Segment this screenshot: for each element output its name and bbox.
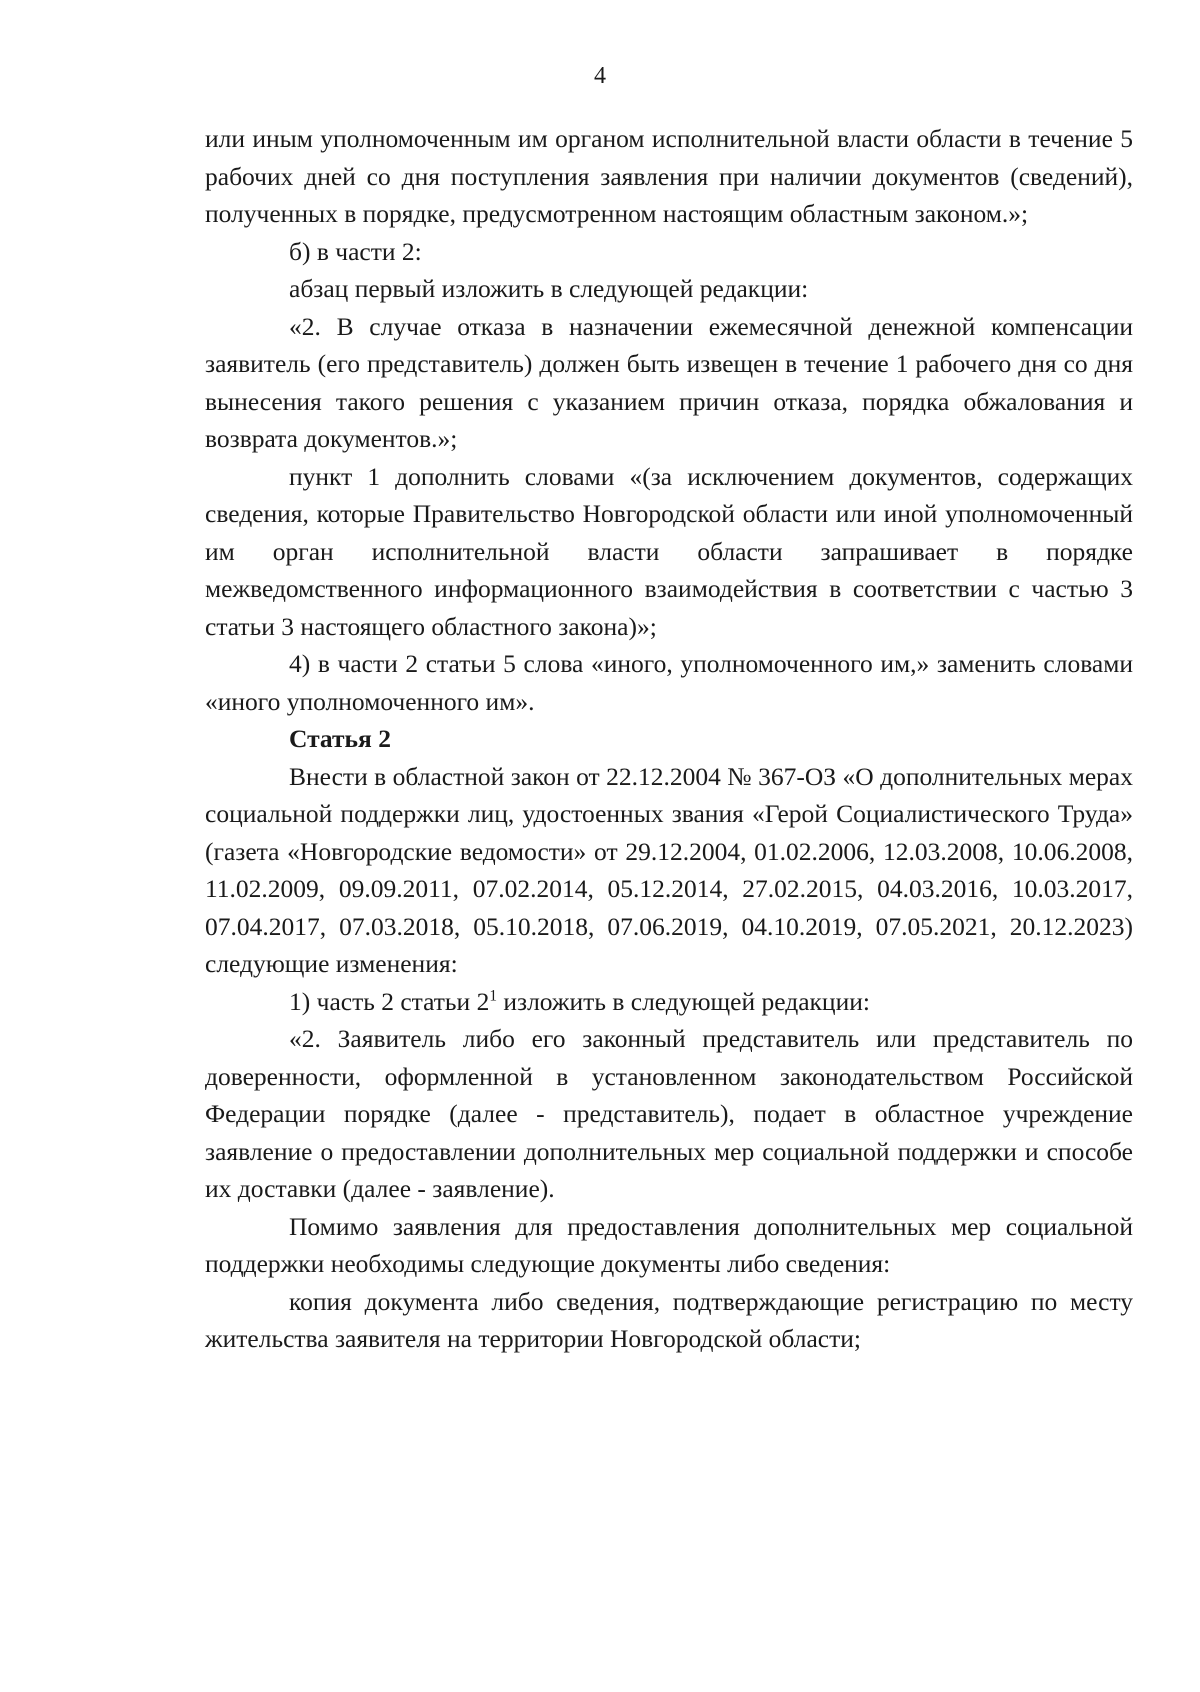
paragraph-documents: Помимо заявления для предоставления дополнительных мер социальной поддержки необходимы следующие документы либо сведения: (205, 1211, 1133, 1278)
paragraph-subitem-b: б) в части 2: (289, 236, 422, 266)
paragraph-item-1 (205, 983, 1133, 1021)
paragraph-quote-refusal: «2. В случае отказа в назначении ежемесячной денежной компенсации заявитель (его представитель) должен быть извещен в течение 1 рабочего дня со дня вынесения такого решения с указанием причин отказа, порядка обжалования и возврата документов.»; (205, 311, 1133, 453)
paragraph-continuation: или иным уполномоченным им органом исполнительной власти области в течение 5 рабочих дней со дня поступления заявления при наличии документов (сведений), полученных в порядке, предусмотренном настоящим областным законом.»; (205, 124, 1133, 228)
paragraph-item-4: 4) в части 2 статьи 5 слова «иного, уполномоченного им,» заменить словами «иного уполномоченного им». (205, 649, 1133, 716)
paragraph-abzac: абзац первый изложить в следующей редакции: (289, 274, 809, 303)
document-body (205, 120, 1133, 1358)
page-number: 4 (594, 63, 606, 89)
paragraph-registration-copy: копия документа либо сведения, подтверждающие регистрацию по месту жительства заявителя на территории Новгородской области; (205, 1286, 1133, 1353)
paragraph-amend-law: Внести в областной закон от 22.12.2004 № 367-ОЗ «О дополнительных мерах социальной поддержки лиц, удостоенных звания «Герой Социалистического Труда» (газета «Новгородские ведомости» от 29.12.2004, 01.02.2006, 12.03.2008, 10.06.2008, 11.02.2009, 09.09.2011, 07.02.2014, 05.12.2014, 27.02.2015, 04.03.2016, 10.03.2017, 07.04.2017, 07.03.2018, 05.10.2018, 07.06.2019, 04.10.2019, 07.05.2021, 20.12.2023) следующие изменения: (205, 761, 1133, 978)
item-1-superscript: 1 (489, 987, 497, 1004)
paragraph-quote-applicant: «2. Заявитель либо его законный представитель или представитель по доверенности, оформленной в установленном законодательством Российской Федерации порядке (далее - представитель), подает в областное учреждение заявление о предоставлении дополнительных мер социальной поддержки и способе их доставки (далее - заявление). (205, 1024, 1133, 1203)
paragraph-punkt-1: пункт 1 дополнить словами «(за исключением документов, содержащих сведения, которые Правительство Новгородской области или иной уполномоченный им орган исполнительной власти области запрашивает в порядке межведомственного информационного взаимодействия в соответствии с частью 3 статьи 3 настоящего областного закона)»; (205, 461, 1133, 641)
item-1-text-before: 1) часть 2 статьи 2 (289, 986, 490, 1016)
article-heading: Статья 2 (289, 724, 391, 753)
item-1-text-after: изложить в следующей редакции: (496, 986, 870, 1016)
